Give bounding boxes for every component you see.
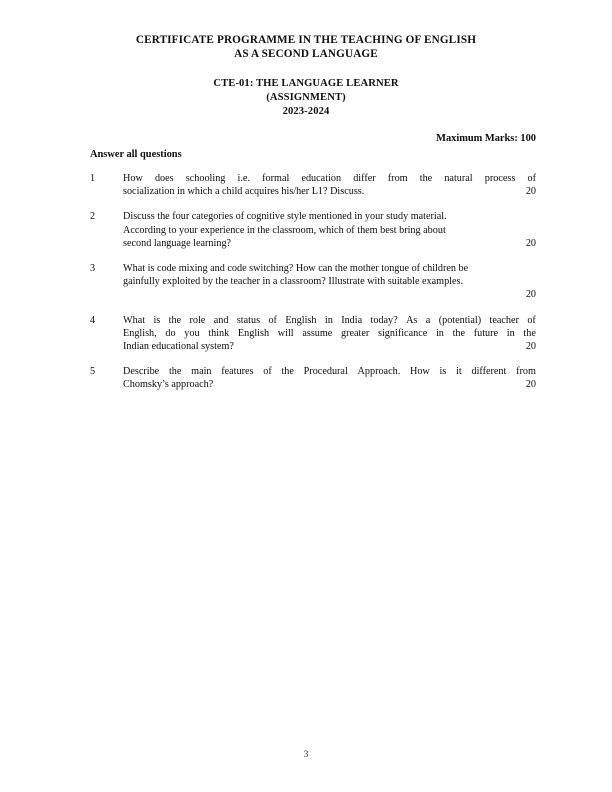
page-number: 3	[303, 749, 309, 759]
question-line: Discuss the four categories of cognitive style mentioned in your study material.	[123, 211, 447, 223]
question-text	[123, 262, 536, 302]
question-list	[90, 172, 536, 404]
instruction-answer-all: Answer all questions	[90, 149, 182, 160]
question-line	[123, 185, 536, 198]
question-item	[90, 365, 536, 391]
question-line	[123, 378, 536, 391]
question-number: 3	[90, 263, 96, 275]
question-marks: 20	[525, 341, 536, 353]
question-text	[123, 210, 536, 250]
question-marks: 20	[525, 186, 536, 198]
question-line	[123, 340, 536, 353]
question-item	[90, 172, 536, 198]
question-number: 4	[90, 314, 96, 326]
question-item	[90, 314, 536, 354]
course-block	[0, 77, 612, 118]
question-line: gainfully exploited by the teacher in a classroom? Illustrate with suitable examples.	[123, 276, 464, 288]
question-line	[123, 288, 536, 301]
question-text	[123, 314, 536, 354]
question-line: What is code mixing and code switching? How can the mother tongue of children be	[123, 263, 469, 275]
question-line: According to your experience in the classroom, which of them best bring about	[123, 224, 446, 236]
question-number: 1	[90, 173, 96, 184]
assignment-label: (ASSIGNMENT)	[266, 92, 346, 103]
question-marks: 20	[525, 237, 536, 249]
question-line-text: Chomsky’s approach?	[123, 379, 214, 391]
academic-session: 2023-2024	[282, 105, 330, 117]
question-number: 5	[90, 366, 96, 378]
question-line	[123, 237, 536, 250]
question-item	[90, 262, 536, 302]
question-item	[90, 210, 536, 250]
question-line-text: Indian educational system?	[123, 341, 234, 353]
programme-title-line-1: CERTIFICATE PROGRAMME IN THE TEACHING OF ENGLISH	[135, 34, 477, 46]
question-line-text: second language learning?	[123, 237, 232, 249]
course-code-title: CTE-01: THE LANGUAGE LEARNER	[213, 78, 399, 90]
maximum-marks: Maximum Marks: 100	[436, 133, 536, 144]
document-header	[0, 33, 612, 118]
question-line: Describe the main features of the Procedural Approach. How is it different from	[123, 366, 536, 378]
question-marks: 20	[525, 379, 536, 391]
question-line: English, do you think English will assume greater significance in the future in the	[123, 327, 536, 339]
question-line: What is the role and status of English in India today? As a (potential) teacher of	[123, 314, 536, 326]
question-text	[123, 365, 536, 391]
question-number: 2	[90, 211, 96, 223]
question-line: How does schooling i.e. formal education differ from the natural process of	[123, 173, 536, 184]
question-line-text: socialization in which a child acquires his/her L1? Discuss.	[123, 186, 365, 198]
question-text	[123, 172, 536, 198]
question-marks: 20	[525, 289, 536, 301]
programme-title-line-2: AS A SECOND LANGUAGE	[234, 48, 378, 61]
